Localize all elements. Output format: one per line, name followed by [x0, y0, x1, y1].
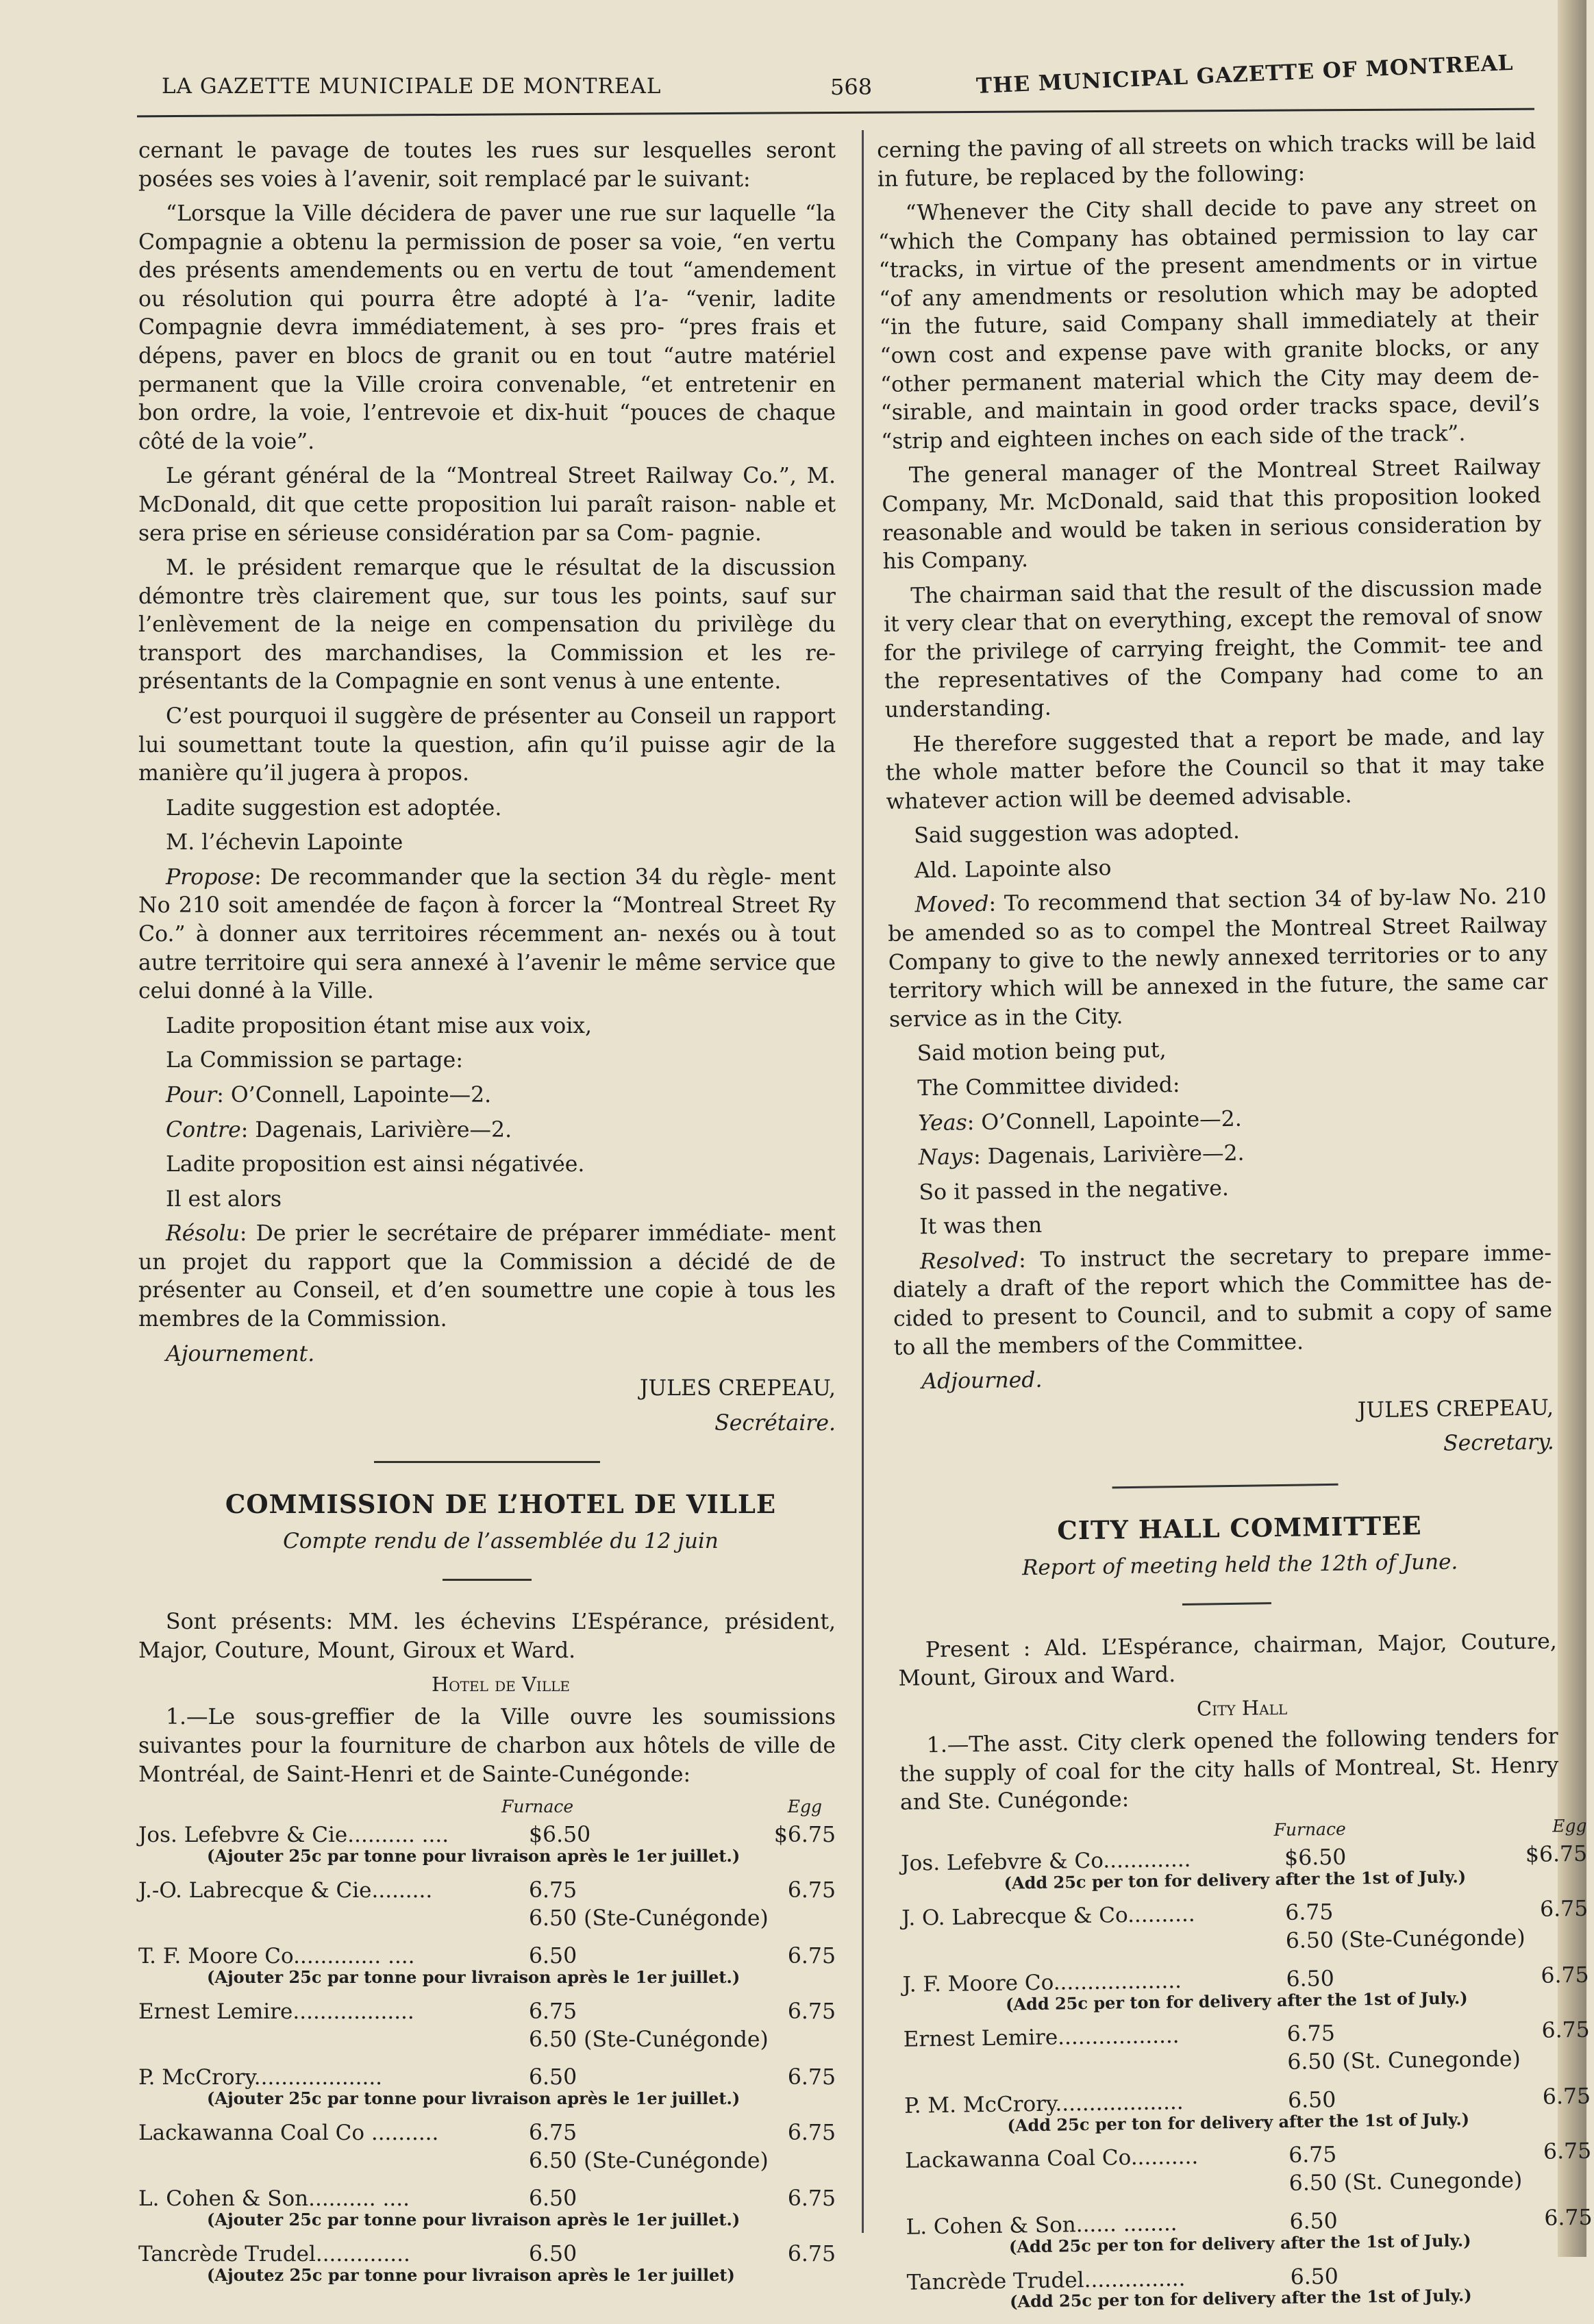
- tender-name: Lackawanna Coal Co ..........: [138, 2120, 439, 2145]
- furnace-price: 6.50: [1287, 2087, 1336, 2113]
- signature-name: JULES CREPEAU,: [639, 1376, 836, 1401]
- vote-nays: [891, 1136, 1550, 1173]
- egg-price: 6.75: [1541, 2018, 1590, 2044]
- yeas-label: Yeas: [917, 1110, 968, 1136]
- furnace-price: 6.50: [529, 2241, 577, 2266]
- egg-price: 6.75: [1541, 1962, 1589, 1988]
- section-separator: [1112, 1484, 1338, 1489]
- adjournment: [894, 1360, 1553, 1397]
- furnace-price: 6.50: [529, 2065, 577, 2090]
- resolved-paragraph: [893, 1239, 1553, 1362]
- adjournment-text: Ajournement.: [166, 1341, 315, 1366]
- furnace-price: 6.50: [1289, 2208, 1338, 2234]
- tenders-table: [138, 1795, 836, 2286]
- egg-price: 6.75: [787, 2186, 836, 2212]
- egg-column-header: Egg: [787, 1797, 822, 1817]
- alternate-price: 6.50 (Ste-Cunégonde): [1285, 1925, 1525, 1954]
- pour-label: Pour: [166, 1082, 217, 1108]
- paragraph: C’est pourquoi il suggère de présenter au Conseil un rapport lui soumettant toute la question, afin qu’il puisse agir de la manière qu’il jugera à propos.: [138, 703, 836, 786]
- subheading: City Hall: [1196, 1695, 1288, 1721]
- tender-name: T. F. Moore Co............. ....: [138, 1944, 415, 1969]
- vote-yeas: [891, 1101, 1549, 1138]
- tender-row: [138, 1942, 836, 1988]
- egg-price: 6.75: [787, 2120, 836, 2145]
- resolved-text: : To instruct the secretary to prepare imme- diately a draft of the report which the Committee has de- cided to present to Council, and to submit a copy of same to all the members of the Committee.: [893, 1240, 1553, 1360]
- tender-row: [904, 2083, 1591, 2138]
- tenders-table: [900, 1814, 1593, 2314]
- header-rule: [137, 108, 1534, 118]
- egg-price: $6.75: [773, 1823, 836, 1848]
- section-separator: [374, 1461, 600, 1463]
- alternate-price: 6.50 (St. Cunegonde): [1288, 2168, 1523, 2197]
- paragraph: Said motion being put,: [917, 1038, 1167, 1066]
- signature-title: Secrétaire.: [714, 1410, 836, 1436]
- signature-title: Secretary.: [1443, 1429, 1554, 1456]
- tender-note: (Ajouter 25c par tonne pour livraison après le 1er juillet.): [207, 1967, 740, 1988]
- tender-name: Lackawanna Coal Co..........: [905, 2145, 1199, 2174]
- egg-price: $6.75: [1525, 1841, 1588, 1867]
- propose-text: : De recommander que la section 34 du règle- ment No 210 soit amendée de façon à forcer la “Montreal Street Ry Co.” à donner aux territoires récemment an- nexés ou à tout autre territoire qui sera annexé à l’avenir le même service que celui donné à la Ville.: [138, 864, 836, 1004]
- section-title: COMMISSION DE L’HOTEL DE VILLE: [225, 1489, 777, 1520]
- subheading: Hotel de Ville: [432, 1673, 570, 1697]
- paragraph: La Commission se partage:: [166, 1048, 463, 1073]
- paragraph: cernant le pavage de toutes les rues sur lesquelles seront posées ses voies à l’avenir, soit remplacé par le suivant:: [138, 138, 836, 192]
- paragraph: Il est alors: [166, 1186, 282, 1212]
- tender-row: [903, 2017, 1590, 2083]
- tender-row: [900, 1840, 1588, 1895]
- furnace-price: 6.75: [1288, 2142, 1337, 2169]
- egg-price: 6.75: [787, 2065, 836, 2090]
- furnace-price: 6.75: [529, 1999, 577, 2024]
- header-title-fr: LA GAZETTE MUNICIPALE DE MONTREAL: [162, 74, 662, 99]
- paragraph: Ladite suggestion est adoptée.: [166, 795, 502, 821]
- tender-row: [138, 2119, 836, 2175]
- attendance: Present : Ald. L’Espérance, chairman, Major, Couture, Mount, Giroux and Ward.: [898, 1628, 1558, 1691]
- furnace-price: 6.75: [1285, 1900, 1334, 1926]
- paragraph: cerning the paving of all streets on which tracks will be laid in future, be replaced by the following:: [877, 129, 1536, 192]
- tender-row: [906, 2204, 1593, 2259]
- yeas-text: : O’Connell, Lapointe—2.: [967, 1106, 1242, 1135]
- propose-label: Propose: [166, 864, 255, 890]
- resolu-label: Résolu: [166, 1221, 240, 1247]
- egg-price: 6.75: [1544, 2205, 1593, 2231]
- tender-row: [901, 1896, 1589, 1962]
- paragraph: Ladite proposition étant mise aux voix,: [166, 1013, 593, 1038]
- tender-row: [138, 2185, 836, 2231]
- tender-note: (Ajouter 25c par tonne pour livraison après le 1er juillet.): [207, 2210, 740, 2230]
- vote-pour: [138, 1082, 836, 1110]
- propose-paragraph: [138, 864, 836, 1006]
- short-separator: [443, 1579, 532, 1581]
- page-number: 568: [830, 74, 873, 100]
- furnace-column-header: Furnace: [1273, 1819, 1346, 1840]
- nays-text: : Dagenais, Larivière—2.: [973, 1140, 1245, 1170]
- paragraph: M. l’échevin Lapointe: [166, 830, 403, 855]
- moved-paragraph: [887, 883, 1548, 1034]
- adjournment-text: Adjourned.: [921, 1367, 1043, 1395]
- alternate-price: 6.50 (Ste-Cunégonde): [529, 2027, 769, 2052]
- tender-name: Tancrède Trudel...............: [906, 2266, 1186, 2295]
- alternate-price: 6.50 (Ste-Cunégonde): [529, 2148, 769, 2173]
- tender-name: Ernest Lemire..................: [138, 1999, 414, 2024]
- tender-row: [905, 2138, 1592, 2204]
- tenders-intro: 1.—The asst. City clerk opened the following tenders for the supply of coal for the city halls of Montreal, St. Henry and Ste. Cunégonde:: [899, 1724, 1559, 1815]
- egg-price: 6.75: [1539, 1897, 1589, 1923]
- egg-price: 6.75: [787, 1999, 836, 2024]
- tender-note: (Add 25c per ton for delivery after the 1st of July.): [1009, 2285, 1472, 2312]
- signature-name: JULES CREPEAU,: [1357, 1395, 1554, 1423]
- furnace-price: 6.50: [529, 2186, 577, 2212]
- french-column: [138, 137, 836, 2296]
- alternate-price: 6.50 (St. Cunegonde): [1287, 2047, 1521, 2075]
- tender-name: P. M. McCrory...................: [904, 2089, 1184, 2119]
- tenders-intro: 1.—Le sous-greffier de la Ville ouvre les soumissions suivantes pour la fourniture de charbon aux hôtels de ville de Montréal, de Saint-Henri et de Sainte-Cunégonde:: [138, 1705, 836, 1787]
- tender-name: Jos. Lefebvre & Cie.......... ....: [138, 1823, 449, 1848]
- contre-label: Contre: [166, 1117, 241, 1142]
- paragraph: Le gérant général de la “Montreal Street Railway Co.”, M. McDonald, dit que cette proposition lui paraît raison- nable et sera prise en sérieuse considération par sa Com- pagnie.: [138, 464, 836, 546]
- tender-name: L. Cohen & Son.......... ....: [138, 2186, 410, 2212]
- furnace-price: 6.50: [529, 1944, 577, 1969]
- tender-row: [138, 1998, 836, 2054]
- short-separator: [1182, 1602, 1271, 1605]
- furnace-column-header: Furnace: [501, 1797, 574, 1817]
- paragraph: M. le président remarque que le résultat de la discussion démontre très clairement que, sur tous les points, sauf sur l’enlèvement de la neige en compensation du privilège du transport des marchandises, la Commission et les re- présentants de la Compagnie en sont venus à une entente.: [138, 555, 836, 695]
- tender-row: [138, 1877, 836, 1933]
- tender-name: Ernest Lemire..................: [903, 2023, 1180, 2053]
- resolu-paragraph: [138, 1220, 836, 1334]
- tender-note: (Add 25c per ton for delivery after the 1st of July.): [1007, 2108, 1470, 2136]
- egg-price: 6.75: [1542, 2084, 1591, 2110]
- paragraph: Ladite proposition est ainsi négativée.: [166, 1152, 585, 1177]
- tender-note: (Add 25c per ton for delivery after the 1st of July.): [1005, 1987, 1468, 2014]
- egg-price: 6.75: [787, 1877, 836, 1903]
- section-subtitle: Compte rendu de l’assemblée du 12 juin: [283, 1529, 719, 1554]
- furnace-price: 6.50: [1286, 1966, 1334, 1992]
- tender-row: [138, 2240, 836, 2286]
- furnace-price: $6.50: [1284, 1845, 1347, 1871]
- tender-row: [906, 2260, 1566, 2314]
- furnace-price: 6.50: [1290, 2264, 1339, 2290]
- paragraph: “Whenever the City shall decide to pave any street on “which the Company has obtained permission to lay car “tracks, in virtue of the present amendments or in virtue “of any amendments or resolution which may be adopted “in the future, said Company shall immediately at their “own cost and expense pave with granite blocks, or any “other permanent material which the City may deem de- “sirable, and maintain in good order tracks space, devil’s “strip and eighteen inches on each side of the track”.: [877, 192, 1540, 454]
- tender-row: [902, 1962, 1589, 2016]
- tender-note: (Ajouter 25c par tonne pour livraison après le 1er juillet.): [207, 1846, 740, 1866]
- paragraph: Ald. Lapointe also: [914, 855, 1112, 884]
- tender-name: Tancrède Trudel..............: [138, 2241, 410, 2266]
- tender-note: (Add 25c per ton for delivery after the 1st of July.): [1008, 2230, 1471, 2257]
- paragraph: He therefore suggested that a report be made, and lay the whole matter before the Council so that it may take whatever action will be deemed advisable.: [885, 723, 1545, 814]
- section-title: CITY HALL COMMITTEE: [1057, 1510, 1422, 1546]
- header-title-en: THE MUNICIPAL GAZETTE OF MONTREAL: [975, 50, 1515, 99]
- adjournment: [138, 1340, 836, 1369]
- tender-name: J. F. Moore Co...................: [902, 1968, 1182, 1997]
- tenders-header: [138, 1795, 836, 1821]
- attendance: Sont présents: MM. les échevins L’Espérance, président, Major, Couture, Mount, Giroux et Ward.: [138, 1610, 836, 1663]
- vote-contre: [138, 1116, 836, 1145]
- english-column: [877, 128, 1593, 2324]
- resolu-text: : De prier le secrétaire de préparer immédiate- ment un projet du rapport que la Commission a décidé de de présenter au Conseil, et d’en soumettre une copie à tous les membres de la Commission.: [138, 1221, 836, 1332]
- tender-row: [138, 1821, 836, 1867]
- moved-label: Moved: [914, 892, 989, 918]
- pour-text: : O’Connell, Lapointe—2.: [216, 1082, 492, 1108]
- tender-name: Jos. Lefebvre & Co.............: [900, 1847, 1191, 1876]
- paragraph: The Committee divided:: [917, 1072, 1180, 1101]
- contre-text: : Dagenais, Larivière—2.: [240, 1117, 512, 1142]
- furnace-price: 6.75: [529, 2120, 577, 2145]
- resolved-label: Resolved: [919, 1248, 1019, 1275]
- furnace-price: 6.75: [1286, 2021, 1336, 2047]
- egg-column-header: Egg: [1552, 1815, 1587, 1836]
- nays-label: Nays: [918, 1145, 974, 1171]
- moved-text: : To recommend that section 34 of by-law No. 210 be amended so as to compel the Montreal Street Railway Company to give to the newly annexed territories or to any territory which will be annexed in the future, the same car service as in the City.: [888, 884, 1548, 1032]
- paragraph: “Lorsque la Ville décidera de paver une rue sur laquelle “la Compagnie a obtenu la permission de poser sa voie, “en vertu des présents amendements ou en vertu de tout “amendement ou résolution qui pourra être adopté à l’a- “venir, ladite Compagnie devra immédiatement, à ses pro- “pres frais et dépens, paver en blocs de granit ou en tout “autre matériel permanent que la Ville croira convenable, “et entretenir en bon ordre, la voie, l’entrevoie et dix-huit “pouces de chaque côté de la voie”.: [138, 201, 836, 454]
- tender-name: J.-O. Labrecque & Cie.........: [138, 1877, 433, 1903]
- paragraph: The chairman said that the result of the discussion made it very clear that on everything, except the removal of snow for the privilege of carrying freight, the Commit- tee and the representatives of the Company had come to an understanding.: [883, 575, 1544, 723]
- furnace-price: $6.50: [529, 1823, 591, 1848]
- egg-price: 6.75: [1543, 2139, 1592, 2165]
- tender-name: L. Cohen & Son...... ........: [906, 2211, 1178, 2240]
- section-subtitle: Report of meeting held the 12th of June.: [1021, 1549, 1458, 1580]
- paragraph: It was then: [919, 1213, 1043, 1240]
- page-header: [162, 50, 1523, 108]
- paragraph: So it passed in the negative.: [919, 1175, 1230, 1205]
- column-divider: [862, 130, 864, 2233]
- tender-note: (Ajoutez 25c par tonne pour livraison après le 1er juillet): [207, 2264, 735, 2285]
- paragraph: The general manager of the Montreal Street Railway Company, Mr. McDonald, said that this proposition looked reasonable and would be taken in serious consideration by his Company.: [882, 454, 1542, 575]
- egg-price: 6.75: [787, 1944, 836, 1969]
- tender-row: [138, 2064, 836, 2110]
- alternate-price: 6.50 (Ste-Cunégonde): [529, 1906, 769, 1931]
- paragraph: Said suggestion was adopted.: [914, 819, 1241, 849]
- egg-price: 6.75: [787, 2241, 836, 2266]
- tender-note: (Ajouter 25c par tonne pour livraison après le 1er juillet.): [207, 2088, 740, 2109]
- tender-name: J. O. Labrecque & Co..........: [901, 1902, 1195, 1932]
- tender-note: (Add 25c per ton for delivery after the 1st of July.): [1004, 1866, 1467, 1893]
- tender-name: P. McCrory...................: [138, 2065, 383, 2090]
- furnace-price: 6.75: [529, 1877, 577, 1903]
